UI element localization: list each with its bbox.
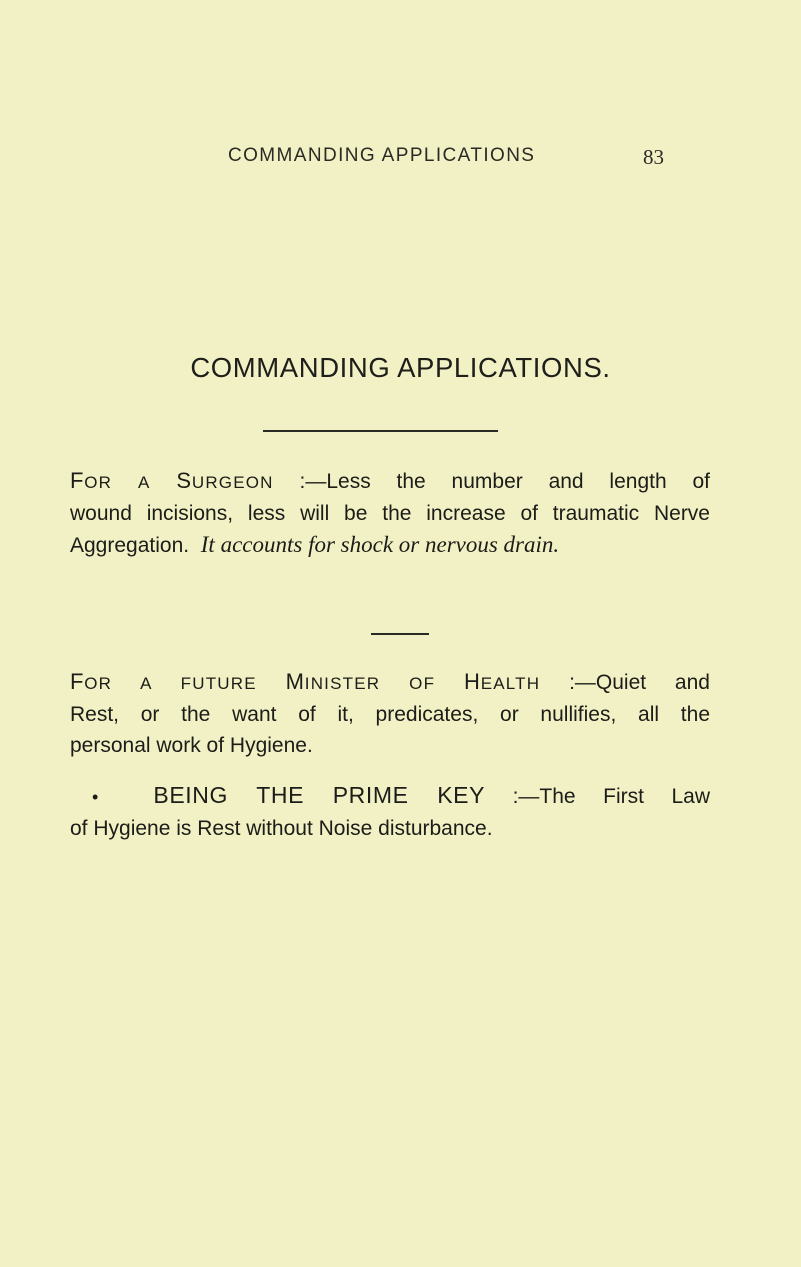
surgeon-paragraph [70,465,710,561]
surgeon-line-1: FOR A SURGEON :—Less the number and length of [70,468,710,493]
minister-paragraph [70,666,710,761]
title-divider [263,430,498,432]
section-divider [371,633,429,635]
running-title: COMMANDING APPLICATIONS [228,145,536,166]
bullet-icon: • [92,787,99,807]
minister-line-1: FOR A FUTURE MINISTER OF HEALTH :—Quiet and [70,669,710,694]
minister-line-2: Rest, or the want of it, predicates, or nullifies, all the [70,703,710,726]
surgeon-italic-note: It accounts for shock or nervous drain. [200,532,560,557]
surgeon-line-2: wound incisions, less will be the increase of traumatic Nerve [70,502,710,525]
prime-key-paragraph [70,780,710,844]
page-number: 83 [643,145,664,169]
minister-line-3: personal work of Hygiene. [70,734,313,757]
surgeon-line-3: Aggregation. It accounts for shock or nervous drain. [70,532,560,557]
running-head [0,145,801,175]
prime-key-line-1: • BEING THE PRIME KEY :—The First Law [92,782,710,808]
prime-key-line-2: of Hygiene is Rest without Noise disturbance. [70,817,493,840]
page-title: COMMANDING APPLICATIONS. [190,352,611,383]
